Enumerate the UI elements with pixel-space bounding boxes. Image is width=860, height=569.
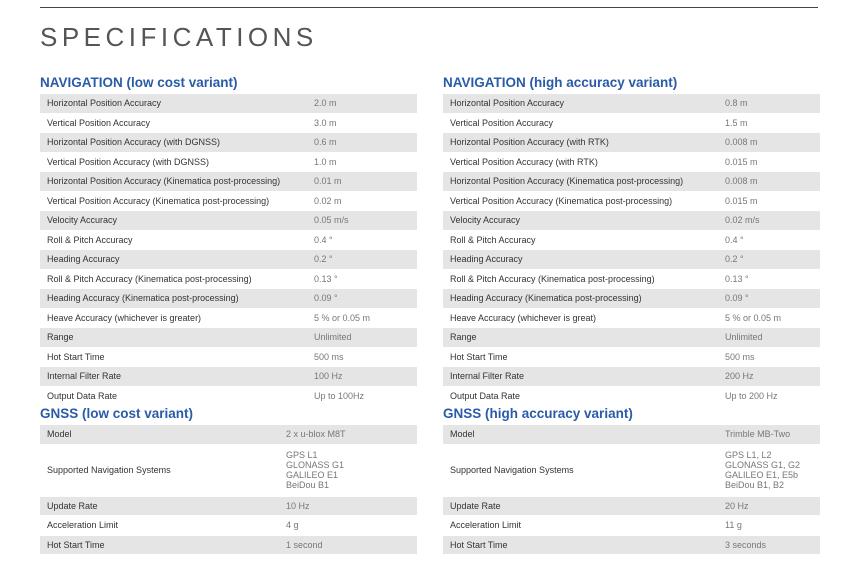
table-row: [443, 516, 820, 536]
spec-label: Model: [40, 425, 286, 444]
spec-label: Supported Navigation Systems: [47, 465, 171, 475]
table-row: [40, 328, 417, 348]
nav-low-table: [40, 94, 417, 406]
spec-label: Roll & Pitch Accuracy (Kinematica post-processing): [450, 273, 655, 284]
spec-label: Horizontal Position Accuracy (Kinematica post-processing): [443, 172, 725, 192]
table-row: [40, 386, 417, 406]
spec-label: Model: [443, 425, 725, 444]
spec-label: Internal Filter Rate: [443, 367, 725, 387]
spec-label: Heading Accuracy: [40, 250, 314, 270]
table-row: [443, 269, 820, 289]
spec-value: 0.4 °: [725, 234, 744, 245]
spec-value: 0.2 °: [725, 250, 820, 270]
nav-high-table: [443, 94, 820, 406]
gnss-low-heading: GNSS (low cost variant): [40, 406, 194, 421]
spec-value: 0.015 m: [725, 156, 758, 167]
spec-value: Up to 100Hz: [314, 390, 365, 401]
spec-value: 0.13 °: [725, 273, 749, 284]
spec-value: 200 Hz: [725, 367, 820, 387]
spec-value: 11 g: [725, 520, 742, 531]
nav-system-item: BeiDou B1, B2: [725, 480, 785, 490]
table-row: [40, 230, 417, 250]
table-row: [40, 250, 417, 270]
table-row: [443, 191, 820, 211]
spec-label: Heading Accuracy (Kinematica post-processing): [443, 289, 725, 309]
table-row: [443, 250, 820, 270]
table-row: [40, 133, 417, 153]
spec-label: Horizontal Position Accuracy (Kinematica post-processing): [40, 172, 314, 192]
spec-value: 100 Hz: [314, 367, 417, 387]
table-row: [443, 211, 820, 231]
spec-value: 0.008 m: [725, 133, 820, 153]
spec-value: 4 g: [286, 520, 299, 531]
table-row: [40, 289, 417, 309]
spec-label: Range: [40, 328, 314, 348]
spec-value: 0.4 °: [314, 234, 333, 245]
spec-value: 20 Hz: [725, 496, 820, 516]
spec-label: Vertical Position Accuracy: [450, 117, 554, 128]
spec-label: Velocity Accuracy: [40, 211, 314, 231]
table-row: [40, 308, 417, 328]
spec-value: 0.02 m: [314, 195, 342, 206]
spec-value: 0.13 °: [314, 273, 338, 284]
table-row: [443, 386, 820, 406]
spec-value: 0.6 m: [314, 133, 417, 153]
nav-system-item: GLONASS G1, G2: [725, 460, 801, 470]
spec-label: Vertical Position Accuracy (with DGNSS): [47, 156, 210, 167]
table-row: [40, 367, 417, 387]
table-row: [40, 496, 417, 516]
spec-label: Vertical Position Accuracy (Kinematica post-processing): [450, 195, 673, 206]
spec-label: Horizontal Position Accuracy (with DGNSS): [40, 133, 314, 153]
spec-label: Supported Navigation Systems: [450, 465, 574, 475]
table-row: [40, 94, 417, 113]
spec-value: Trimble MB-Two: [725, 425, 820, 444]
spec-label: Update Rate: [443, 496, 725, 516]
spec-label: Roll & Pitch Accuracy: [450, 234, 536, 245]
page-title: SPECIFICATIONS: [40, 22, 318, 52]
spec-label: Acceleration Limit: [47, 520, 119, 531]
table-row: [443, 230, 820, 250]
gnss-low-table: [40, 425, 417, 555]
table-row: [443, 289, 820, 309]
spec-label: Heading Accuracy (Kinematica post-processing): [40, 289, 314, 309]
spec-value: 0.09 °: [725, 289, 820, 309]
gnss-high-table: [443, 425, 820, 555]
top-rule: [40, 7, 818, 8]
spec-label: Output Data Rate: [450, 390, 521, 401]
table-row: [443, 496, 820, 516]
spec-label: Vertical Position Accuracy (with RTK): [450, 156, 598, 167]
spec-value: 3 seconds: [725, 535, 820, 555]
spec-label: Update Rate: [40, 496, 286, 516]
spec-value: 2.0 m: [314, 94, 417, 113]
spec-label: Hot Start Time: [47, 351, 105, 362]
spec-value: 5 % or 0.05 m: [725, 312, 782, 323]
spec-label: Hot Start Time: [40, 535, 286, 555]
table-row: [443, 113, 820, 133]
spec-value: 0.015 m: [725, 195, 758, 206]
spec-label: Horizontal Position Accuracy: [443, 94, 725, 113]
spec-value: 5 % or 0.05 m: [314, 312, 371, 323]
spec-label: Horizontal Position Accuracy: [40, 94, 314, 113]
spec-value: [286, 444, 417, 496]
nav-system-item: GPS L1, L2: [725, 450, 772, 460]
spec-label: Internal Filter Rate: [40, 367, 314, 387]
spec-label: Acceleration Limit: [450, 520, 522, 531]
table-row: [40, 347, 417, 367]
spec-value: 1.5 m: [725, 117, 748, 128]
spec-value: 500 ms: [725, 351, 755, 362]
table-row: [443, 133, 820, 153]
nav-low-heading: NAVIGATION (low cost variant): [40, 75, 238, 90]
spec-label: Heave Accuracy (whichever is greater): [47, 312, 202, 323]
spec-value: 0.2 °: [314, 250, 417, 270]
table-row: [40, 535, 417, 555]
spec-value: 1 second: [286, 535, 417, 555]
spec-value: [725, 444, 820, 496]
nav-system-item: GALILEO E1, E5b: [725, 470, 799, 480]
table-row: [443, 172, 820, 192]
nav-system-item: GALILEO E1: [286, 470, 339, 480]
table-row: [443, 328, 820, 348]
table-row: [443, 367, 820, 387]
spec-value: 10 Hz: [286, 496, 417, 516]
spec-value: 0.05 m/s: [314, 211, 417, 231]
spec-label: Horizontal Position Accuracy (with RTK): [443, 133, 725, 153]
table-row: [443, 94, 820, 113]
spec-value: Unlimited: [314, 328, 417, 348]
gnss-high-heading: GNSS (high accuracy variant): [443, 406, 633, 421]
table-row: [443, 152, 820, 172]
spec-value: 2 x u-blox M8T: [286, 425, 417, 444]
table-row: [443, 425, 820, 444]
spec-label: Heave Accuracy (whichever is great): [450, 312, 597, 323]
nav-system-item: BeiDou B1: [286, 480, 330, 490]
table-row: [40, 191, 417, 211]
nav-system-item: GLONASS G1: [286, 460, 345, 470]
table-row: [40, 444, 417, 496]
table-row: [40, 113, 417, 133]
spec-value: 500 ms: [314, 351, 344, 362]
nav-high-heading: NAVIGATION (high accuracy variant): [443, 75, 678, 90]
table-row: [40, 516, 417, 536]
spec-label: Hot Start Time: [450, 351, 508, 362]
spec-value: 1.0 m: [314, 156, 337, 167]
spec-value: Up to 200 Hz: [725, 390, 778, 401]
spec-label: Hot Start Time: [443, 535, 725, 555]
table-row: [40, 211, 417, 231]
spec-value: 0.01 m: [314, 172, 417, 192]
spec-label: Output Data Rate: [47, 390, 118, 401]
spec-label: Range: [443, 328, 725, 348]
table-row: [443, 308, 820, 328]
spec-label: Heading Accuracy: [443, 250, 725, 270]
spec-value: Unlimited: [725, 328, 820, 348]
table-row: [40, 269, 417, 289]
nav-system-item: GPS L1: [286, 450, 318, 460]
spec-label: Roll & Pitch Accuracy: [47, 234, 133, 245]
table-row: [443, 444, 820, 496]
spec-value: 0.09 °: [314, 289, 417, 309]
spec-label: Vertical Position Accuracy (Kinematica post-processing): [47, 195, 270, 206]
spec-value: 0.8 m: [725, 94, 820, 113]
table-row: [443, 347, 820, 367]
spec-label: Vertical Position Accuracy: [47, 117, 151, 128]
spec-label: Roll & Pitch Accuracy (Kinematica post-processing): [47, 273, 252, 284]
table-row: [443, 535, 820, 555]
table-row: [40, 425, 417, 444]
spec-value: 3.0 m: [314, 117, 337, 128]
table-row: [40, 152, 417, 172]
spec-label: Velocity Accuracy: [443, 211, 725, 231]
spec-value: 0.02 m/s: [725, 211, 820, 231]
spec-value: 0.008 m: [725, 172, 820, 192]
table-row: [40, 172, 417, 192]
